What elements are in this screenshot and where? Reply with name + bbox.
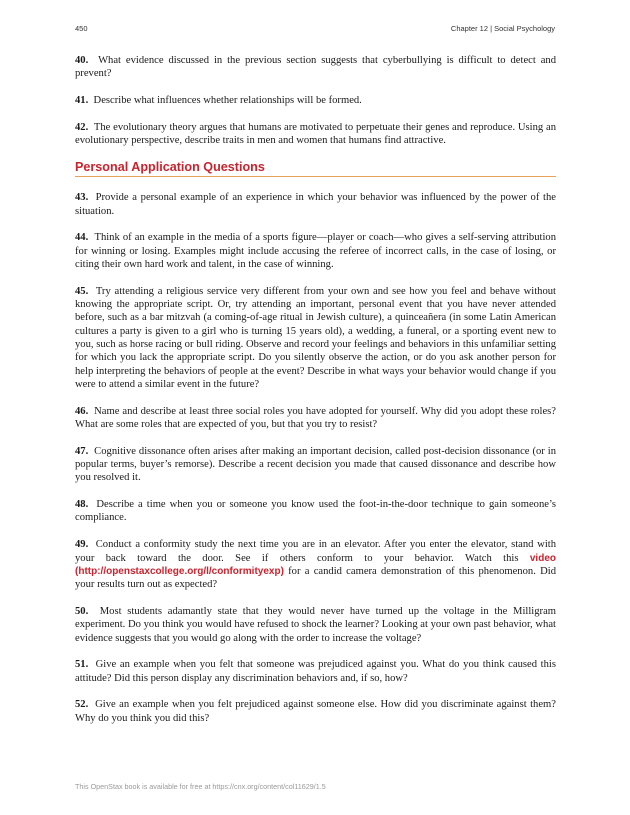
question-45: 45. Try attending a religious service very different from your own and see how you feel and behave without knowing the appropriate script. Or, try attending an important, personal event that you have never attended before, such as a bar mitzvah (a coming-of-age ritual in Jewish culture), a quinceañera (in some Latin American cultures a party is given to a girl who is turning 15 years old), a wedding, a funeral, or a sporting event new to you, such as horse racing or bull riding. Observe and record your feelings and behaviors in this unfamiliar setting for which you lack the appropriate script. Do you silently observe the action, or do you ask another person for help interpreting the behaviors of people at the event? Describe in what ways your behavior would change if you were to attend a similar event in the future?: [75, 285, 556, 390]
question-51: 51. Give an example when you felt that someone was prejudiced against you. What do you think caused this attitude? Did this person display any discrimination behaviors and, if so, how?: [75, 659, 556, 684]
question-46: 46. Name and describe at least three social roles you have adopted for yourself. Why did you adopt these roles? What are some roles that are expected of you, but that you try to resist?: [75, 405, 557, 430]
page-footer: This OpenStax book is available for free at https://cnx.org/content/col11629/1.5: [75, 782, 326, 791]
question-49: 49. Conduct a conformity study the next time you are in an elevator. After you enter the elevator, stand with your back toward the door. See if others conform to your behavior. Watch this video (http://openstaxcollege.org/l/conformityexp) for a candid camera demonstration of this phenomenon. Did your results turn out as expected?: [75, 539, 557, 591]
question-47: 47. Cognitive dissonance often arises after making an important decision, called post-decision dissonance (or in popular terms, buyer’s remorse). Describe a recent decision you made that caused dissonance and describe how you resolved it.: [75, 445, 556, 484]
running-header: [75, 24, 555, 36]
question-43: 43. Provide a personal example of an experience in which your behavior was influenced by the power of the situation.: [75, 192, 557, 217]
question-50: 50. Most students adamantly state that they would never have turned up the voltage in the Milligram experiment. Do you think you would have refused to shock the learner? Looking at your own past behavior, what evidence suggests that you would go along with the order to increase the voltage?: [75, 605, 557, 644]
question-52: 52. Give an example when you felt prejudiced against someone else. How did you discriminate against them? Why do you think you did this?: [75, 699, 556, 724]
question-44: 44. Think of an example in the media of a sports figure—player or coach—who gives a self-serving attribution for winning or losing. Examples might include accusing the referee of incorrect calls, in the case of losing, or citing their own hard work and talent, in the case of winning.: [75, 232, 557, 270]
question-42: 42. The evolutionary theory argues that humans are motivated to perpetuate their genes and reproduce. Using an evolutionary perspective, describe traits in men and women that humans find attractive.: [75, 121, 557, 147]
section-heading: Personal Application Questions: [75, 159, 265, 174]
video-link[interactable]: video (http://openstaxcollege.org/l/conformityexp): [75, 552, 556, 577]
question-40: 40. What evidence discussed in the previous section suggests that cyberbullying is difficult to detect and prevent?: [75, 55, 556, 80]
chapter-title: Chapter 12 | Social Psychology: [450, 24, 555, 33]
section-divider: [75, 176, 556, 177]
question-48: 48. Describe a time when you or someone you know used the foot-in-the-door technique to gain someone’s compliance.: [75, 499, 557, 524]
question-41: 41. Describe what influences whether relationships will be formed.: [75, 95, 362, 107]
page-number: 450: [75, 24, 88, 33]
page-content: [75, 54, 556, 738]
